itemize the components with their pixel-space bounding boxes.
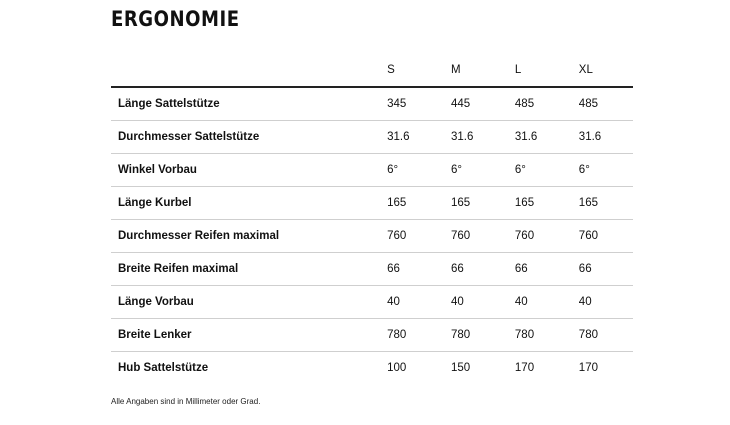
table-row <box>111 187 633 220</box>
value-cell: 6° <box>579 154 633 187</box>
row-label: Durchmesser Sattelstütze <box>111 121 387 154</box>
value-cell: 40 <box>387 286 451 319</box>
value-cell: 170 <box>578 362 598 374</box>
row-label: Breite Reifen maximal <box>111 253 387 286</box>
size-header-l: L <box>515 54 579 87</box>
value-cell: 760 <box>387 220 451 253</box>
table-header-row <box>111 54 633 87</box>
value-cell: 165 <box>515 187 579 220</box>
value-cell: 31.6 <box>579 121 633 154</box>
value-cell: 485 <box>515 87 579 121</box>
value-cell: 780 <box>387 319 451 352</box>
table-row <box>111 253 633 286</box>
value-cell: 165 <box>579 187 633 220</box>
footnote: Alle Angaben sind in Millimeter oder Grad. <box>111 397 261 406</box>
size-header-s: S <box>387 54 451 87</box>
row-label: Länge Sattelstütze <box>111 87 387 121</box>
table-row <box>111 220 633 253</box>
value-cell: 66 <box>515 253 579 286</box>
value-cell: 150 <box>451 362 471 374</box>
value-cell: 40 <box>515 286 579 319</box>
value-cell: 66 <box>387 253 451 286</box>
table-row <box>111 352 633 385</box>
value-cell: 760 <box>579 220 633 253</box>
header-empty-cell <box>111 54 387 87</box>
table-row <box>111 87 633 121</box>
value-cell: 780 <box>515 319 579 352</box>
value-cell: 485 <box>579 87 633 121</box>
value-cell: 6° <box>451 154 515 187</box>
value-cell: 760 <box>515 220 579 253</box>
value-cell: 40 <box>451 286 515 319</box>
value-cell: 780 <box>451 319 515 352</box>
value-cell: 6° <box>387 154 451 187</box>
value-cell: 40 <box>579 286 633 319</box>
table-row <box>111 286 633 319</box>
value-cell: 66 <box>451 253 515 286</box>
value-cell: 445 <box>451 87 515 121</box>
row-label: Hub Sattelstütze <box>118 362 209 374</box>
value-cell: 31.6 <box>515 121 579 154</box>
page-title: ERGONOMIE <box>111 7 240 31</box>
row-label: Winkel Vorbau <box>111 154 387 187</box>
value-cell: 31.6 <box>451 121 515 154</box>
value-cell: 6° <box>515 154 579 187</box>
row-label: Durchmesser Reifen maximal <box>111 220 387 253</box>
table-row <box>111 319 633 352</box>
value-cell: 100 <box>387 362 407 374</box>
ergonomics-table <box>111 54 633 384</box>
value-cell: 66 <box>579 253 633 286</box>
value-cell: 345 <box>387 87 451 121</box>
value-cell: 760 <box>451 220 515 253</box>
value-cell: 31.6 <box>387 121 451 154</box>
row-label: Breite Lenker <box>111 319 387 352</box>
value-cell: 165 <box>387 187 451 220</box>
value-cell: 780 <box>579 319 633 352</box>
row-label: Länge Kurbel <box>111 187 387 220</box>
table-row <box>111 154 633 187</box>
value-cell: 170 <box>514 362 535 374</box>
size-header-xl: XL <box>579 54 633 87</box>
size-header-m: M <box>451 54 515 87</box>
table-row <box>111 121 633 154</box>
row-label: Länge Vorbau <box>111 286 387 319</box>
value-cell: 165 <box>451 187 515 220</box>
